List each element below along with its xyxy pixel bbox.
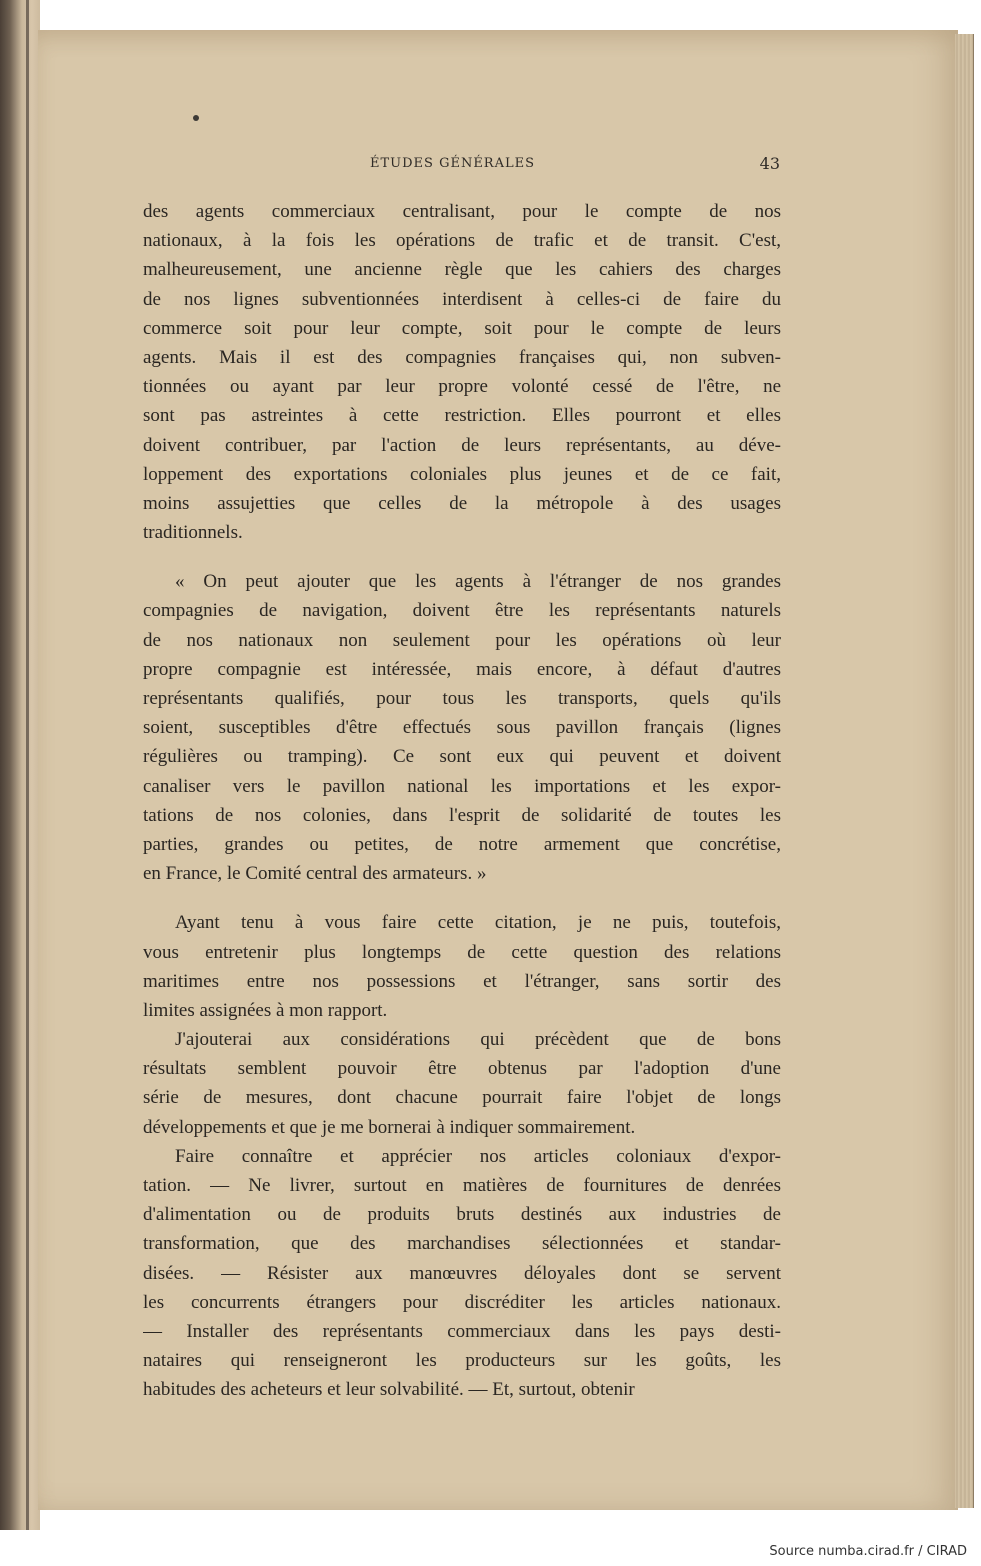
text-line: transformation, que des marchandises sélectionnées et standar- xyxy=(143,1233,781,1255)
ink-dot xyxy=(193,115,199,121)
text-line: limites assignées à mon rapport. xyxy=(143,999,388,1021)
text-line: J'ajouterai aux considérations qui précèdent que de bons xyxy=(175,1029,781,1051)
text-line: « On peut ajouter que les agents à l'étranger de nos grandes xyxy=(175,571,781,593)
text-line: des agents commerciaux centralisant, pour le compte de nos xyxy=(143,201,781,222)
text-line: — Installer des représentants commerciaux dans les pays desti- xyxy=(143,1320,781,1342)
page-edges xyxy=(955,34,974,1508)
paragraph xyxy=(143,908,781,1025)
text-line: en France, le Comité central des armateurs. » xyxy=(143,863,487,885)
text-line: résultats semblent pouvoir être obtenus par l'adoption d'une xyxy=(143,1058,781,1080)
text-line: tionnées ou ayant par leur propre volonté cessé de l'être, ne xyxy=(143,376,781,398)
text-line: série de mesures, dont chacune pourrait faire l'objet de longs xyxy=(143,1087,781,1109)
page-number: 43 xyxy=(759,154,780,173)
text-line: vous entretenir plus longtemps de cette question des relations xyxy=(143,941,781,963)
paragraph xyxy=(143,567,781,888)
text-line: moins assujetties que celles de la métropole à des usages xyxy=(143,492,781,514)
text-line: nataires qui renseigneront les producteurs sur les goûts, les xyxy=(143,1350,781,1372)
text-line: loppement des exportations coloniales plus jeunes et de ce fait, xyxy=(143,463,781,485)
paragraph xyxy=(143,197,781,547)
body-text xyxy=(143,197,781,1405)
text-line: sont pas astreintes à cette restriction. Elles pourront et elles xyxy=(143,405,781,427)
text-line: disées. — Résister aux manœuvres déloyales dont se servent xyxy=(143,1262,781,1284)
text-line: compagnies de navigation, doivent être les représentants naturels xyxy=(143,600,781,622)
text-line: doivent contribuer, par l'action de leurs représentants, au déve- xyxy=(143,434,781,456)
text-line: nationaux, à la fois les opérations de trafic et de transit. C'est, xyxy=(143,230,781,252)
running-title: ÉTUDES GÉNÉRALES xyxy=(370,156,536,171)
text-line: Faire connaître et apprécier nos articles coloniaux d'expor- xyxy=(175,1145,781,1167)
text-line: tation. — Ne livrer, surtout en matières de fournitures de denrées xyxy=(143,1175,781,1196)
text-line: de nos lignes subventionnées interdisent à celles-ci de faire du xyxy=(143,288,781,310)
text-line: agents. Mais il est des compagnies françaises qui, non subven- xyxy=(143,346,781,368)
text-line: malheureusement, une ancienne règle que les cahiers des charges xyxy=(143,259,781,281)
text-line: commerce soit pour leur compte, soit pour le compte de leurs xyxy=(143,317,781,339)
text-line: régulières ou tramping). Ce sont eux qui peuvent et doivent xyxy=(143,746,781,768)
text-line: représentants qualifiés, pour tous les transports, quels qu'ils xyxy=(143,688,781,709)
text-line: traditionnels. xyxy=(143,522,243,544)
text-line: de nos nationaux non seulement pour les opérations où leur xyxy=(143,629,781,651)
text-line: maritimes entre nos possessions et l'étranger, sans sortir des xyxy=(143,970,781,992)
text-line: canaliser vers le pavillon national les importations et les expor- xyxy=(143,775,781,797)
running-header xyxy=(100,156,780,178)
text-line: d'alimentation ou de produits bruts destinés aux industries de xyxy=(143,1204,781,1226)
source-credit: Source numba.cirad.fr / CIRAD xyxy=(769,1544,967,1559)
text-line: développements et que je me bornerai à indiquer sommairement. xyxy=(143,1116,636,1138)
text-line: habitudes des acheteurs et leur solvabilité. — Et, surtout, obtenir xyxy=(143,1379,635,1401)
text-line: les concurrents étrangers pour discréditer les articles nationaux. xyxy=(143,1291,781,1313)
text-line: soient, susceptibles d'être effectués sous pavillon français (lignes xyxy=(143,717,781,739)
text-line: parties, grandes ou petites, de notre armement que concrétise, xyxy=(143,833,781,855)
paragraph xyxy=(143,1025,781,1142)
text-line: tations de nos colonies, dans l'esprit de solidarité de toutes les xyxy=(143,804,781,826)
paragraph xyxy=(143,1142,781,1405)
text-line: Ayant tenu à vous faire cette citation, je ne puis, toutefois, xyxy=(175,912,781,934)
book-binding xyxy=(0,0,40,1530)
text-line: propre compagnie est intéressée, mais encore, à défaut d'autres xyxy=(143,658,781,680)
